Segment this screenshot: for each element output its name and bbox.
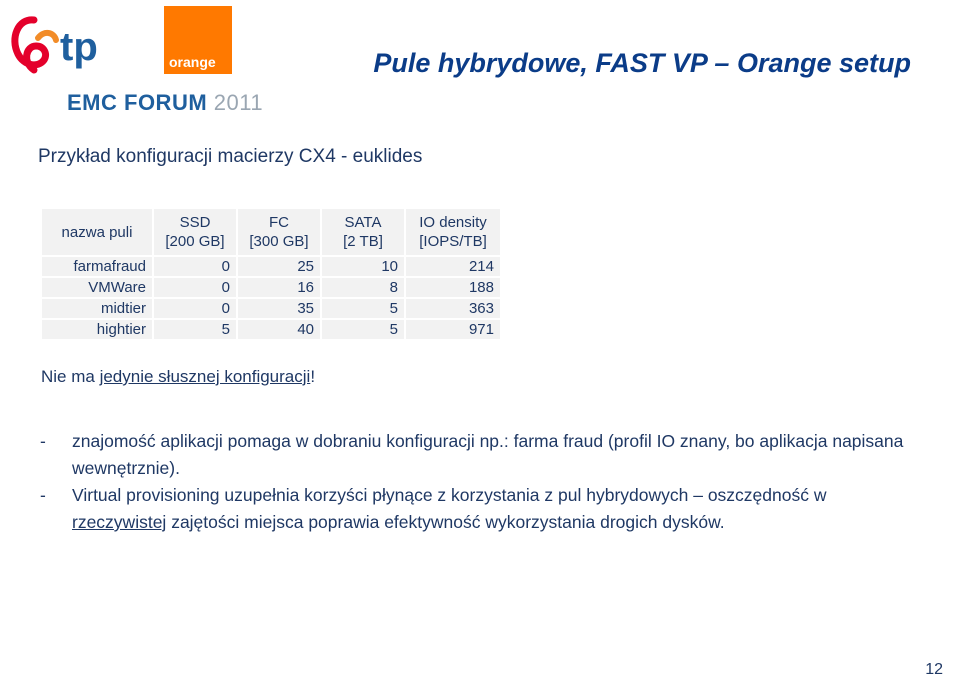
note-suffix: ! [310,367,316,386]
table-row [42,278,500,297]
table-cell: 188 [406,278,500,297]
table-cell: 40 [238,320,320,339]
bullet-underlined: rzeczywistej [72,512,167,532]
page-number: 12 [925,661,943,678]
table-row [42,320,500,339]
table-cell: 10 [322,257,404,276]
table-cell: 971 [406,320,500,339]
header-pool-name: nazwa puli [42,209,152,255]
slide-subtitle: Przykład konfiguracji macierzy CX4 - euklides [38,146,423,167]
orange-logo [164,6,232,74]
header-ssd: SSD [200 GB] [154,209,236,255]
table-cell: farmafraud [42,257,152,276]
table-cell: 5 [322,299,404,318]
table-cell: 214 [406,257,500,276]
header-sata: SATA [2 TB] [322,209,404,255]
orange-logo-text: orange [169,54,216,70]
table-cell: hightier [42,320,152,339]
table-cell: VMWare [42,278,152,297]
config-note [41,367,315,387]
bullet-list [40,428,920,536]
table-cell: 0 [154,278,236,297]
table-cell: 25 [238,257,320,276]
table-cell: 363 [406,299,500,318]
note-prefix: Nie ma [41,367,100,386]
note-underlined: jedynie słusznej konfiguracji [99,367,311,386]
pool-config-table [40,207,502,341]
emc-forum-logo [67,90,263,116]
slide-title: Pule hybrydowe, FAST VP – Orange setup [373,48,911,78]
table-cell: 8 [322,278,404,297]
table-cell: 0 [154,257,236,276]
emc-forum-text: EMC FORUM [67,90,208,115]
bullet-dash: - [40,485,46,505]
bullet-text: znajomość aplikacji pomaga w dobraniu konfiguracji np.: farma fraud (profil IO znany, bo aplikacja napisana wewnętrznie). [72,431,904,478]
bullet-item [40,482,920,536]
table-cell: 5 [154,320,236,339]
bullet-text-end: zajętości miejsca poprawia efektywność wykorzystania drogich dysków. [166,512,725,532]
header-fc: FC [300 GB] [238,209,320,255]
bullet-dash: - [40,431,46,451]
table-row [42,299,500,318]
emc-forum-year: 2011 [213,90,264,115]
table-header-row [42,209,500,255]
table-cell: 35 [238,299,320,318]
table-row [42,257,500,276]
table-cell: 16 [238,278,320,297]
table-cell: 0 [154,299,236,318]
tp-logo-text: tp [60,25,98,69]
table-cell: midtier [42,299,152,318]
bullet-item [40,428,920,482]
bullet-text: Virtual provisioning uzupełnia korzyści płynące z korzystania z pul hybrydowych – oszczędność w [72,485,827,505]
table-cell: 5 [322,320,404,339]
tp-logo [4,8,124,80]
header-io-density: IO density [IOPS/TB] [406,209,500,255]
